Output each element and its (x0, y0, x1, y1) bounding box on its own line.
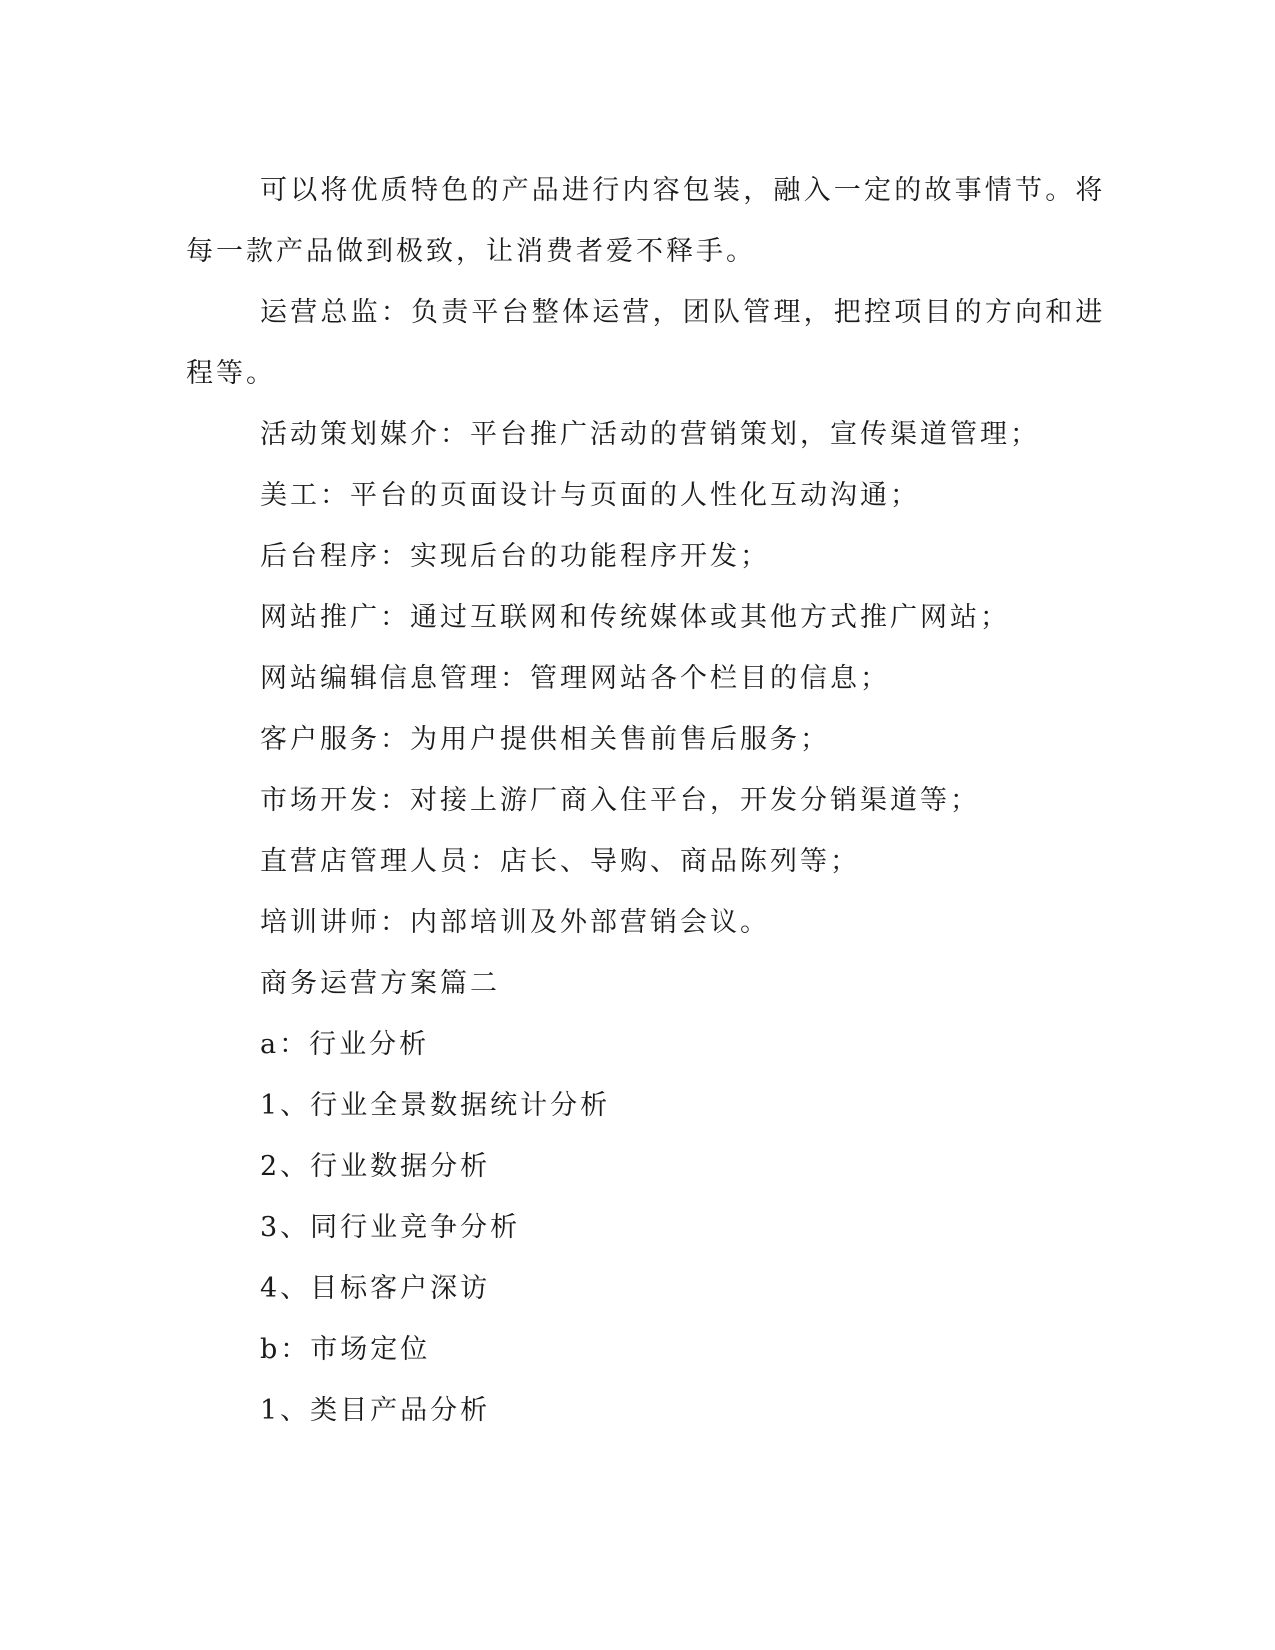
item-website-promotion: 网站推广：通过互联网和传统媒体或其他方式推广网站； (260, 602, 1010, 633)
list-item: 1、类目产品分析 (260, 1395, 491, 1426)
list-item: 3、同行业竞争分析 (260, 1212, 521, 1243)
paragraph-line: 运营总监：负责平台整体运营，团队管理，把控项目的方向和进 (260, 297, 1106, 328)
item-market-development: 市场开发：对接上游厂商入住平台，开发分销渠道等； (260, 785, 980, 816)
paragraph-line: 可以将优质特色的产品进行内容包装，融入一定的故事情节。将 (260, 175, 1106, 206)
item-activity-planning: 活动策划媒介：平台推广活动的营销策划，宣传渠道管理； (260, 419, 1040, 450)
paragraph-operations-director (186, 282, 1106, 404)
document-body (186, 160, 1106, 1441)
section-heading: 商务运营方案篇二 (260, 968, 500, 999)
item-art-design: 美工：平台的页面设计与页面的人性化互动沟通； (260, 480, 920, 511)
paragraph-line: 程等。 (186, 358, 276, 389)
paragraph-line: 每一款产品做到极致，让消费者爱不释手。 (186, 236, 756, 267)
item-customer-service: 客户服务：为用户提供相关售前售后服务； (260, 724, 830, 755)
item-store-management: 直营店管理人员：店长、导购、商品陈列等； (260, 846, 860, 877)
list-item: 4、目标客户深访 (260, 1273, 491, 1304)
item-training-instructor: 培训讲师：内部培训及外部营销会议。 (260, 907, 770, 938)
item-website-editing: 网站编辑信息管理：管理网站各个栏目的信息； (260, 663, 890, 694)
list-item: 1、行业全景数据统计分析 (260, 1090, 611, 1121)
paragraph-product-packaging (186, 160, 1106, 282)
subsection-market-positioning: b：市场定位 (260, 1334, 431, 1365)
subsection-industry-analysis: a：行业分析 (260, 1029, 430, 1060)
list-item: 2、行业数据分析 (260, 1151, 491, 1182)
item-backend-program: 后台程序：实现后台的功能程序开发； (260, 541, 770, 572)
